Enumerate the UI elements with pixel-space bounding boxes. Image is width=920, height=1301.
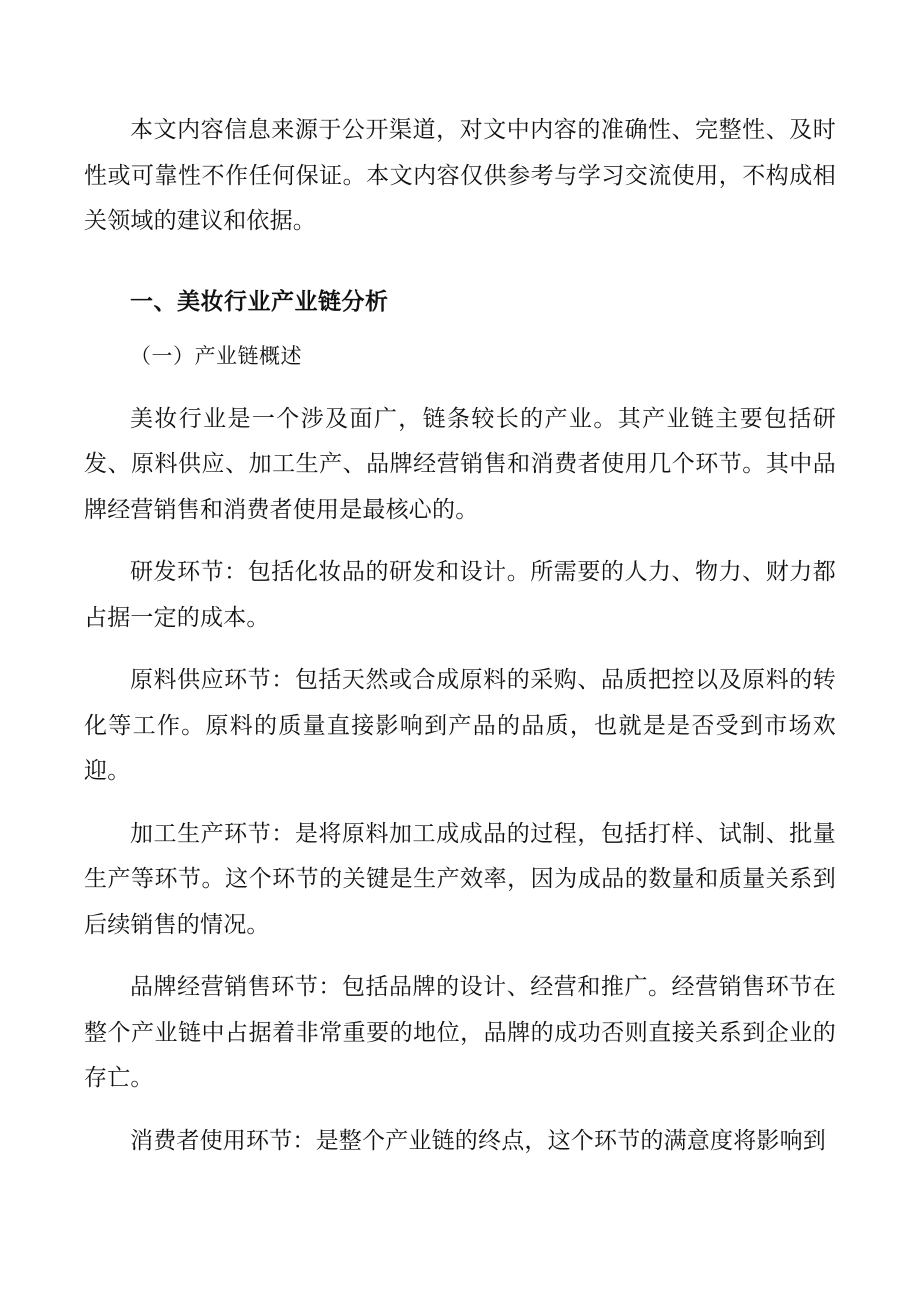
body-paragraph-production: 加工生产环节：是将原料加工成成品的过程，包括打样、试制、批量生产等环节。这个环节的关键是生产效率，因为成品的数量和质量关系到后续销售的情况。 [84, 820, 836, 938]
spacer [84, 641, 836, 658]
document-body [84, 108, 836, 1164]
subsection-heading: （一）产业链概述 [130, 344, 302, 368]
body-paragraph-consumer: 消费者使用环节：是整个产业链的终点，这个环节的满意度将影响到 [130, 1127, 826, 1154]
body-paragraph-overview: 美妆行业是一个涉及面广，链条较长的产业。其产业链主要包括研发、原料供应、加工生产、品牌经营销售和消费者使用几个环节。其中品牌经营销售和消费者使用是最核心的。 [84, 405, 836, 523]
spacer [84, 533, 836, 550]
spacer [84, 795, 836, 812]
spacer [84, 380, 836, 397]
spacer [84, 948, 836, 965]
disclaimer-paragraph: 本文内容信息来源于公开渠道，对文中内容的准确性、完整性、及时性或可靠性不作任何保证。本文内容仅供参考与学习交流使用，不构成相关领域的建议和依据。 [84, 117, 836, 234]
spacer [84, 1102, 836, 1119]
body-paragraph-brand-sales: 品牌经营销售环节：包括品牌的设计、经营和推广。经营销售环节在整个产业链中占据着非常重要的地位，品牌的成功否则直接关系到企业的存亡。 [84, 974, 836, 1091]
section-heading: 一、美妆行业产业链分析 [130, 287, 389, 315]
body-paragraph-materials: 原料供应环节：包括天然或合成原料的采购、品质把控以及原料的转化等工作。原料的质量直接影响到产品的品质，也就是是否受到市场欢迎。 [84, 667, 836, 784]
spacer [84, 245, 836, 279]
spacer [84, 324, 836, 334]
body-paragraph-rnd: 研发环节：包括化妆品的研发和设计。所需要的人力、物力、财力都占据一定的成本。 [84, 559, 836, 631]
